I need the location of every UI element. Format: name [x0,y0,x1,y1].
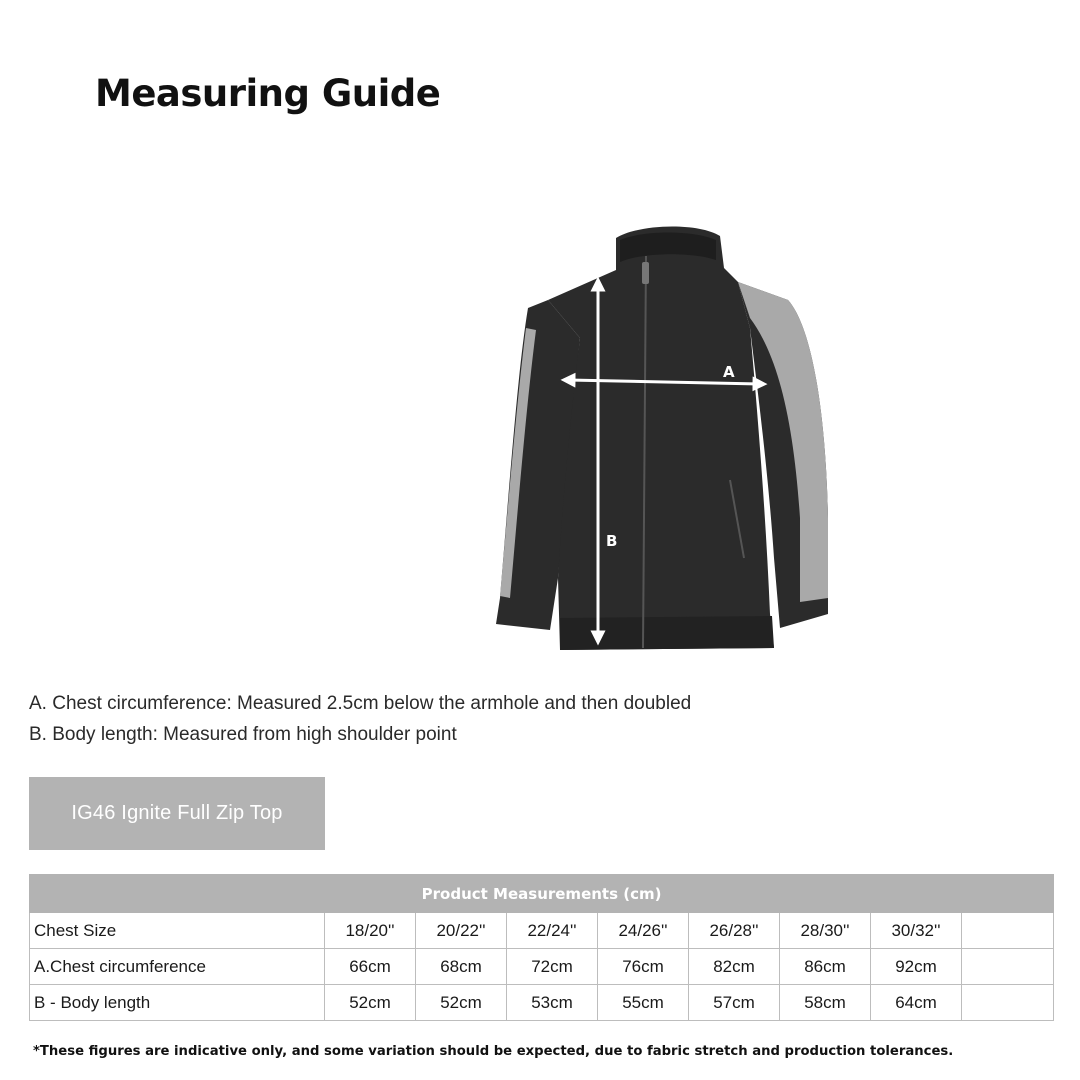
table-header: Product Measurements (cm) [30,875,1054,913]
table-cell [962,949,1054,985]
table-row [30,913,1054,949]
table-cell [962,985,1054,1021]
row-label: B - Body length [30,985,325,1021]
table-cell: 52cm [325,985,416,1021]
table-cell: 57cm [689,985,780,1021]
page-title: Measuring Guide [95,72,441,115]
table-row [30,949,1054,985]
product-name-tab: IG46 Ignite Full Zip Top [29,777,325,850]
table-header-row [30,875,1054,913]
table-cell: 24/26'' [598,913,689,949]
measurement-notes [29,690,691,752]
table-cell: 58cm [780,985,871,1021]
table-cell: 92cm [871,949,962,985]
table-cell: 64cm [871,985,962,1021]
row-label: A.Chest circumference [30,949,325,985]
table-cell: 72cm [507,949,598,985]
measurements-table [29,874,1054,1021]
jacket-illustration [488,218,838,658]
table-cell: 86cm [780,949,871,985]
table-cell: 20/22'' [416,913,507,949]
table-cell: 82cm [689,949,780,985]
row-label: Chest Size [30,913,325,949]
table-cell: 55cm [598,985,689,1021]
table-cell: 28/30'' [780,913,871,949]
table-cell: 30/32'' [871,913,962,949]
table-cell: 68cm [416,949,507,985]
table-cell [962,913,1054,949]
table-cell: 26/28'' [689,913,780,949]
note-chest: A. Chest circumference: Measured 2.5cm below the armhole and then doubled [29,693,692,714]
table-row [30,985,1054,1021]
table-cell: 18/20'' [325,913,416,949]
table-cell: 66cm [325,949,416,985]
table-cell: 53cm [507,985,598,1021]
footnote: *These figures are indicative only, and some variation should be expected, due to fabric stretch and production tolerances. [33,1044,954,1059]
table-cell: 22/24'' [507,913,598,949]
label-a: A [723,363,735,381]
table-cell: 76cm [598,949,689,985]
note-length: B. Body length: Measured from high shoulder point [29,724,457,745]
label-b: B [606,532,618,550]
table-cell: 52cm [416,985,507,1021]
